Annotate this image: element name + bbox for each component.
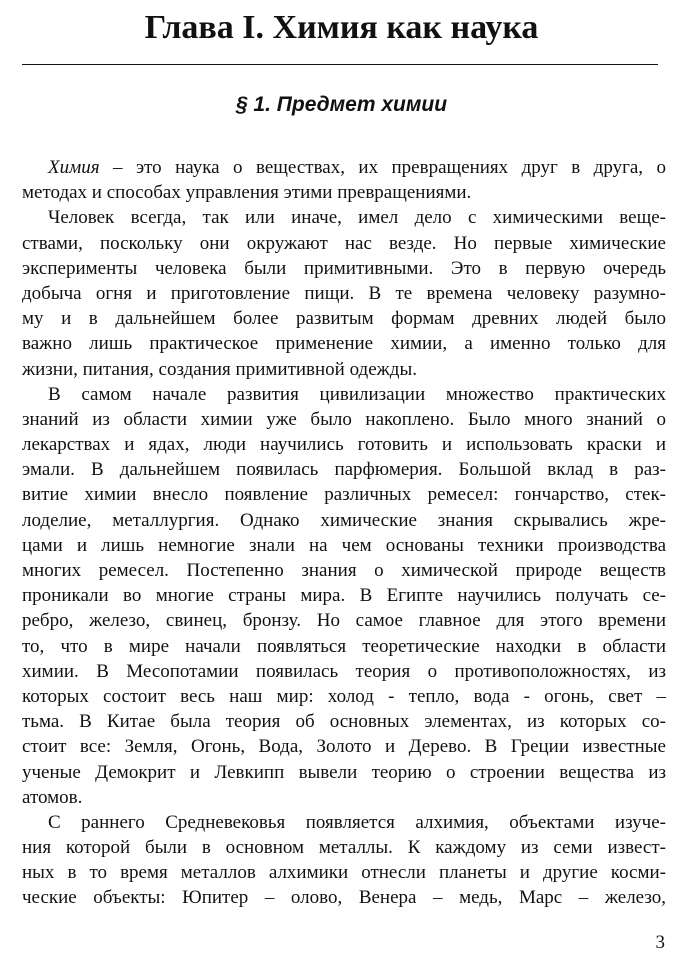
text-line: Химия – это наука о веществах, их превращениях друг в друга, о xyxy=(48,157,666,178)
text-line: цами и лишь немногие знали на чем основаны техники производства xyxy=(22,534,666,556)
text-line: ученые Демокрит и Левкипп вывели теорию о строении вещества из xyxy=(22,761,666,783)
text-line: методах и способах управления этими превращениями. xyxy=(22,182,472,204)
text-line: ных в то время металлов алхимики отнесли планеты и другие косми- xyxy=(22,862,666,884)
text-line: лекарствах и ядах, люди научились готовить и использовать краски и xyxy=(22,434,666,456)
paragraph xyxy=(22,382,666,810)
text-line: проникали во многие страны мира. В Египте научились получать се- xyxy=(22,585,666,607)
text-line: ствами, поскольку они окружают нас везде. Но первые химические xyxy=(22,232,666,254)
text-line: лоделие, металлургия. Однако химические знания скрывались жре- xyxy=(22,509,666,531)
text-line: добыча огня и приготовление пищи. В те времена человеку разумно- xyxy=(22,282,666,304)
text-line: важно лишь практическое применение химии, а именно только для xyxy=(22,333,666,355)
text-line: ребро, железо, свинец, бронзу. Но самое главное для этого времени xyxy=(22,610,666,632)
section-title: § 1. Предмет химии xyxy=(235,93,448,116)
text-line: атомов. xyxy=(22,786,83,808)
text-line: знаний из области химии уже было накоплено. Было много знаний о xyxy=(22,408,666,430)
text-line: С раннего Средневековья появляется алхимия, объектами изуче- xyxy=(48,811,666,833)
text-line: химии. В Месопотамии появилась теория о противоположностях, из xyxy=(22,660,666,682)
text-line: то, что в мире начали появляться теоретические находки в области xyxy=(22,635,666,657)
text-line: В самом начале развития цивилизации множество практических xyxy=(48,383,666,405)
text-line: жизни, питания, создания примитивной одежды. xyxy=(22,358,417,380)
text-line: му и в дальнейшем более развитым формам древних людей было xyxy=(22,308,666,330)
text-line: ния которой были в основном металлы. К каждому из семи извест- xyxy=(22,837,666,859)
title-divider xyxy=(22,64,658,65)
text-line: эксперименты человека были примитивными. Это в первую очередь xyxy=(22,257,666,279)
page-number: 3 xyxy=(655,932,665,953)
paragraph xyxy=(22,155,666,205)
paragraph xyxy=(22,205,666,381)
text-line: витие химии внесло появление различных ремесел: гончарство, стек- xyxy=(22,484,666,506)
paragraph xyxy=(22,810,666,911)
text-line: ческие объекты: Юпитер – олово, Венера – медь, Марс – железо, xyxy=(22,887,666,909)
text-line: эмали. В дальнейшем появилась парфюмерия. Большой вклад в раз- xyxy=(22,459,666,481)
defined-term: Химия xyxy=(48,157,100,178)
text-line: тьма. В Китае была теория об основных элементах, из которых со- xyxy=(22,711,666,733)
body-text xyxy=(22,155,666,911)
text-line: стоит все: Земля, Огонь, Вода, Золото и Дерево. В Греции известные xyxy=(22,736,666,758)
chapter-title: Глава I. Химия как наука xyxy=(144,9,539,46)
text-line: многих ремесел. Постепенно знания о химической природе веществ xyxy=(22,560,666,581)
text-line: Человек всегда, так или иначе, имел дело с химическими веще- xyxy=(48,207,666,229)
text-line: которых состоит весь наш мир: холод - тепло, вода - огонь, свет – xyxy=(22,685,666,707)
